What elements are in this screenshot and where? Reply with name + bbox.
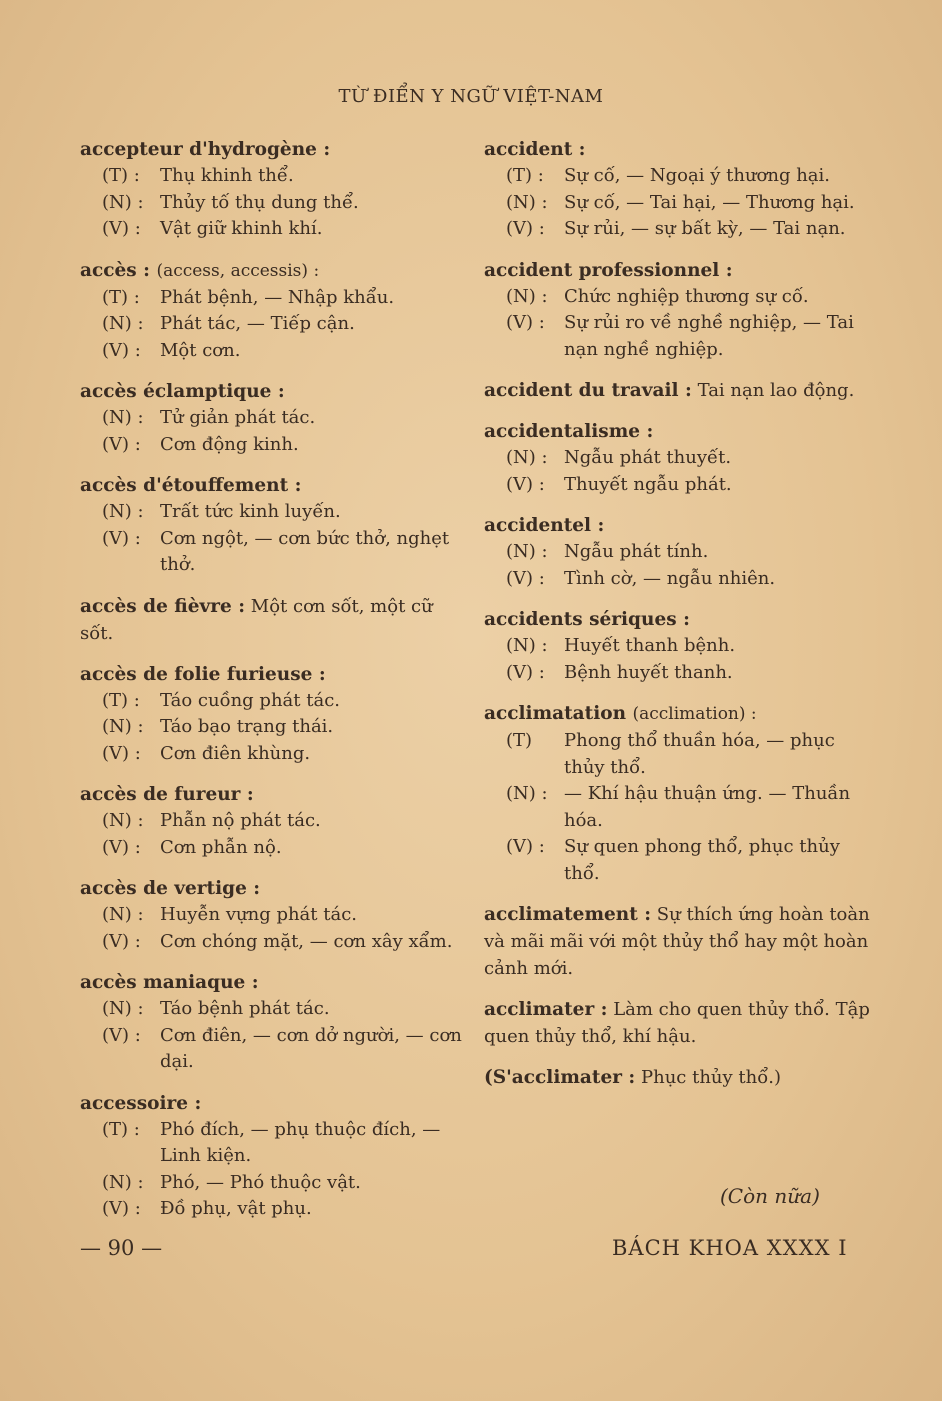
- definition-row: [80, 338, 470, 365]
- entry-definition: Phục thủy thổ.): [640, 1067, 781, 1088]
- definition-text: Tử giản phát tác.: [160, 407, 316, 428]
- entry-term: accès de fièvre :: [80, 595, 246, 617]
- dictionary-entry: [484, 700, 874, 887]
- definition-tag: (N) :: [102, 191, 144, 213]
- definition-row: [80, 1023, 470, 1076]
- definition-row: [80, 996, 470, 1023]
- definition-text: Cơn phẫn nộ.: [160, 836, 282, 858]
- entry-definition: Tai nạn lao động.: [697, 380, 855, 401]
- entry-inline: [484, 377, 874, 404]
- entry-term: acclimater :: [484, 999, 608, 1020]
- footer-title: BÁCH KHOA XXXX I: [612, 1236, 848, 1260]
- definition-tag: (T) :: [102, 689, 140, 711]
- entry-term: accepteur d'hydrogène :: [80, 139, 331, 160]
- definition-row: [484, 284, 874, 311]
- entry-term: accès d'étouffement :: [80, 475, 302, 496]
- definition-row: [484, 566, 874, 593]
- entry-term: accès de vertige :: [80, 878, 261, 899]
- definition-row: [484, 190, 874, 217]
- definition-text: Phong thổ thuần hóa, — phục thủy thổ.: [564, 730, 835, 778]
- definition-tag: (V) :: [102, 433, 141, 455]
- definition-text: Phó, — Phó thuộc vật.: [160, 1171, 361, 1193]
- definition-text: Chức nghiệp thương sự cố.: [564, 285, 809, 307]
- dictionary-entry: [484, 377, 874, 404]
- dictionary-entry: [80, 472, 470, 579]
- definition-tag: (T) :: [102, 165, 140, 186]
- entry-term: acclimatement :: [484, 904, 652, 925]
- definition-row: [484, 310, 874, 363]
- definition-tag: (N) :: [506, 191, 548, 213]
- definition-text: Ngẫu phát tính.: [564, 541, 709, 562]
- definition-tag: (N) :: [102, 998, 144, 1019]
- entry-term-line: [484, 606, 874, 633]
- dictionary-entry: [484, 512, 874, 592]
- dictionary-entry: [484, 901, 874, 982]
- definition-tag: (V) :: [102, 1198, 141, 1219]
- dictionary-entry: [80, 593, 470, 647]
- definition-row: [80, 714, 470, 741]
- definition-row: [80, 405, 470, 432]
- entry-term-line: [80, 257, 470, 285]
- definition-row: [80, 311, 470, 338]
- definition-text: Phẫn nộ phát tác.: [160, 810, 321, 831]
- entry-term: accidentalisme :: [484, 421, 654, 442]
- definition-tag: (T) :: [506, 165, 544, 186]
- definition-tag: (N) :: [102, 716, 144, 737]
- definition-tag: (V) :: [102, 836, 141, 858]
- entry-term: accès de folie furieuse :: [80, 663, 326, 685]
- left-column: [80, 136, 470, 1237]
- definition-row: [484, 781, 874, 834]
- definition-tag: (V) :: [506, 473, 545, 495]
- definition-text: Phó đích, — phụ thuộc đích, — Linh kiện.: [160, 1118, 441, 1166]
- definition-row: [80, 688, 470, 715]
- definition-text: Sự cố, — Tai hại, — Thương hại.: [564, 191, 855, 213]
- definition-text: Cơn ngột, — cơn bức thở, nghẹt thở.: [160, 527, 450, 575]
- definition-text: Táo cuồng phát tác.: [160, 689, 340, 711]
- definition-text: Bệnh huyết thanh.: [564, 661, 733, 683]
- definition-text: Sự quen phong thổ, phục thủy thổ.: [564, 836, 840, 884]
- dictionary-entry: [484, 136, 874, 243]
- definition-tag: (V) :: [102, 742, 141, 764]
- definition-text: Đồ phụ, vật phụ.: [160, 1198, 312, 1219]
- entry-term: acclimatation: [484, 703, 627, 724]
- dictionary-entry: [80, 661, 470, 768]
- definition-text: Cơn chóng mặt, — cơn xây xẩm.: [160, 930, 453, 952]
- definition-row: [80, 741, 470, 768]
- definition-row: [80, 190, 470, 217]
- definition-text: Táo bạo trạng thái.: [160, 716, 334, 737]
- definition-tag: (N) :: [506, 447, 548, 468]
- entry-term-line: [80, 378, 470, 405]
- definition-text: Ngẫu phát thuyết.: [564, 447, 732, 468]
- definition-row: [80, 808, 470, 835]
- definition-tag: (V) :: [506, 567, 545, 589]
- definition-text: Phát bệnh, — Nhập khẩu.: [160, 286, 395, 308]
- page-number: — 90 —: [80, 1236, 163, 1260]
- entry-inline: [484, 901, 874, 982]
- entry-definition: Một cơn sốt, một cữ sốt.: [80, 595, 433, 644]
- dictionary-entry: [80, 136, 470, 243]
- entry-term-line: [80, 875, 470, 902]
- entry-term: accidents sériques :: [484, 609, 690, 630]
- entry-note: (acclimation) :: [632, 704, 757, 724]
- definition-tag: (V) :: [506, 218, 545, 239]
- entry-term: accès de fureur :: [80, 784, 254, 805]
- definition-tag: (V) :: [102, 1024, 141, 1046]
- entry-term: accidentel :: [484, 515, 605, 536]
- definition-tag: (N) :: [102, 1171, 144, 1193]
- definition-text: Trất tức kinh luyến.: [160, 501, 341, 522]
- definition-text: Cơn động kinh.: [160, 433, 299, 455]
- definition-tag: (T) :: [102, 286, 140, 308]
- entry-term-line: [484, 418, 874, 445]
- definition-text: Một cơn.: [160, 339, 241, 361]
- definition-tag: (V) :: [102, 527, 141, 549]
- definition-tag: (V) :: [506, 312, 545, 333]
- entry-term-line: [80, 661, 470, 688]
- definition-text: — Khí hậu thuận ứng. — Thuần hóa.: [564, 783, 851, 831]
- definition-row: [80, 499, 470, 526]
- definition-row: [80, 1117, 470, 1170]
- entry-term-line: [80, 136, 470, 163]
- entry-definition: Sự thích ứng hoàn toàn và mãi mãi với một thủy thổ hay một hoàn cảnh mới.: [484, 904, 870, 979]
- definition-row: [80, 929, 470, 956]
- dictionary-entry: [484, 606, 874, 686]
- entry-inline: [484, 996, 874, 1050]
- definition-row: [484, 472, 874, 499]
- entry-term: accident professionnel :: [484, 259, 733, 281]
- entry-inline: [484, 1064, 874, 1091]
- entry-term-line: [80, 969, 470, 996]
- definition-text: Phát tác, — Tiếp cận.: [160, 313, 355, 334]
- definition-tag: (T) :: [102, 1118, 140, 1140]
- definition-text: Sự rủi ro về nghề nghiệp, — Tai nạn nghề nghiệp.: [564, 312, 854, 360]
- entry-term-line: [80, 781, 470, 808]
- entry-term-line: [484, 136, 874, 163]
- definition-tag: (V) :: [102, 339, 141, 361]
- dictionary-entry: [484, 257, 874, 364]
- definition-row: [484, 216, 874, 243]
- definition-tag: (N) :: [506, 783, 548, 804]
- definition-row: [484, 163, 874, 190]
- definition-text: Táo bệnh phát tác.: [160, 998, 330, 1019]
- definition-tag: (N) :: [102, 501, 144, 522]
- entry-definition: Làm cho quen thủy thổ. Tập quen thủy thổ, khí hậu.: [484, 999, 870, 1047]
- definition-row: [484, 445, 874, 472]
- definition-row: [80, 216, 470, 243]
- entry-note: (access, accessis) :: [156, 260, 320, 281]
- definition-row: [80, 163, 470, 190]
- definition-tag: (V) :: [102, 930, 141, 952]
- definition-text: Thủy tố thụ dung thể.: [160, 191, 359, 213]
- continue-note: (Còn nữa): [720, 1184, 820, 1208]
- definition-text: Cơn điên khùng.: [160, 742, 311, 764]
- definition-row: [80, 432, 470, 459]
- dictionary-entry: [484, 1064, 874, 1091]
- definition-tag: (N) :: [506, 285, 548, 307]
- definition-tag: (T): [506, 730, 533, 751]
- entry-term-line: [80, 472, 470, 499]
- dictionary-entry: [484, 418, 874, 498]
- dictionary-entry: [80, 969, 470, 1076]
- definition-row: [80, 285, 470, 312]
- definition-row: [80, 1196, 470, 1223]
- definition-tag: (N) :: [102, 407, 144, 428]
- dictionary-entry: [484, 996, 874, 1050]
- dictionary-entry: [80, 875, 470, 955]
- definition-text: Sự cố, — Ngoại ý thương hại.: [564, 165, 831, 186]
- definition-text: Sự rủi, — sự bất kỳ, — Tai nạn.: [564, 218, 846, 239]
- right-column: [484, 136, 874, 1105]
- entry-term-line: [484, 700, 874, 728]
- definition-tag: (N) :: [102, 810, 144, 831]
- definition-tag: (N) :: [506, 541, 548, 562]
- definition-text: Huyễn vựng phát tác.: [160, 904, 358, 925]
- definition-row: [80, 835, 470, 862]
- definition-tag: (N) :: [102, 313, 144, 334]
- definition-tag: (N) :: [506, 635, 548, 656]
- dictionary-entry: [80, 781, 470, 861]
- definition-text: Thuyết ngẫu phát.: [564, 473, 732, 495]
- definition-row: [80, 1170, 470, 1197]
- entry-inline: [80, 593, 470, 647]
- entry-term: accident :: [484, 139, 586, 160]
- definition-row: [484, 660, 874, 687]
- entry-term: accident du travail :: [484, 380, 692, 401]
- definition-tag: (V) :: [102, 218, 141, 239]
- definition-text: Vật giữ khinh khí.: [160, 218, 323, 239]
- dictionary-entry: [80, 257, 470, 365]
- definition-row: [484, 539, 874, 566]
- definition-text: Cơn điên, — cơn dở người, — cơn dại.: [160, 1024, 462, 1072]
- definition-row: [80, 902, 470, 929]
- definition-text: Tình cờ, — ngẫu nhiên.: [564, 567, 776, 589]
- entry-term: accessoire :: [80, 1092, 202, 1114]
- dictionary-entry: [80, 1090, 470, 1223]
- definition-tag: (N) :: [102, 904, 144, 925]
- definition-row: [80, 526, 470, 579]
- entry-term: accès maniaque :: [80, 972, 259, 993]
- definition-text: Huyết thanh bệnh.: [564, 635, 736, 656]
- definition-row: [484, 633, 874, 660]
- page-header: TỪ ĐIỂN Y NGỮ VIỆT-NAM: [338, 86, 604, 107]
- entry-term-line: [80, 1090, 470, 1117]
- dictionary-entry: [80, 378, 470, 458]
- entry-term: accès éclamptique :: [80, 381, 285, 402]
- definition-text: Thụ khinh thể.: [160, 165, 294, 186]
- entry-term-line: [484, 512, 874, 539]
- entry-term-line: [484, 257, 874, 284]
- definition-tag: (V) :: [506, 836, 545, 857]
- definition-tag: (V) :: [506, 661, 545, 683]
- entry-term: (S'acclimater :: [484, 1067, 636, 1088]
- definition-row: [484, 728, 874, 781]
- entry-term: accès :: [80, 259, 150, 281]
- definition-row: [484, 834, 874, 887]
